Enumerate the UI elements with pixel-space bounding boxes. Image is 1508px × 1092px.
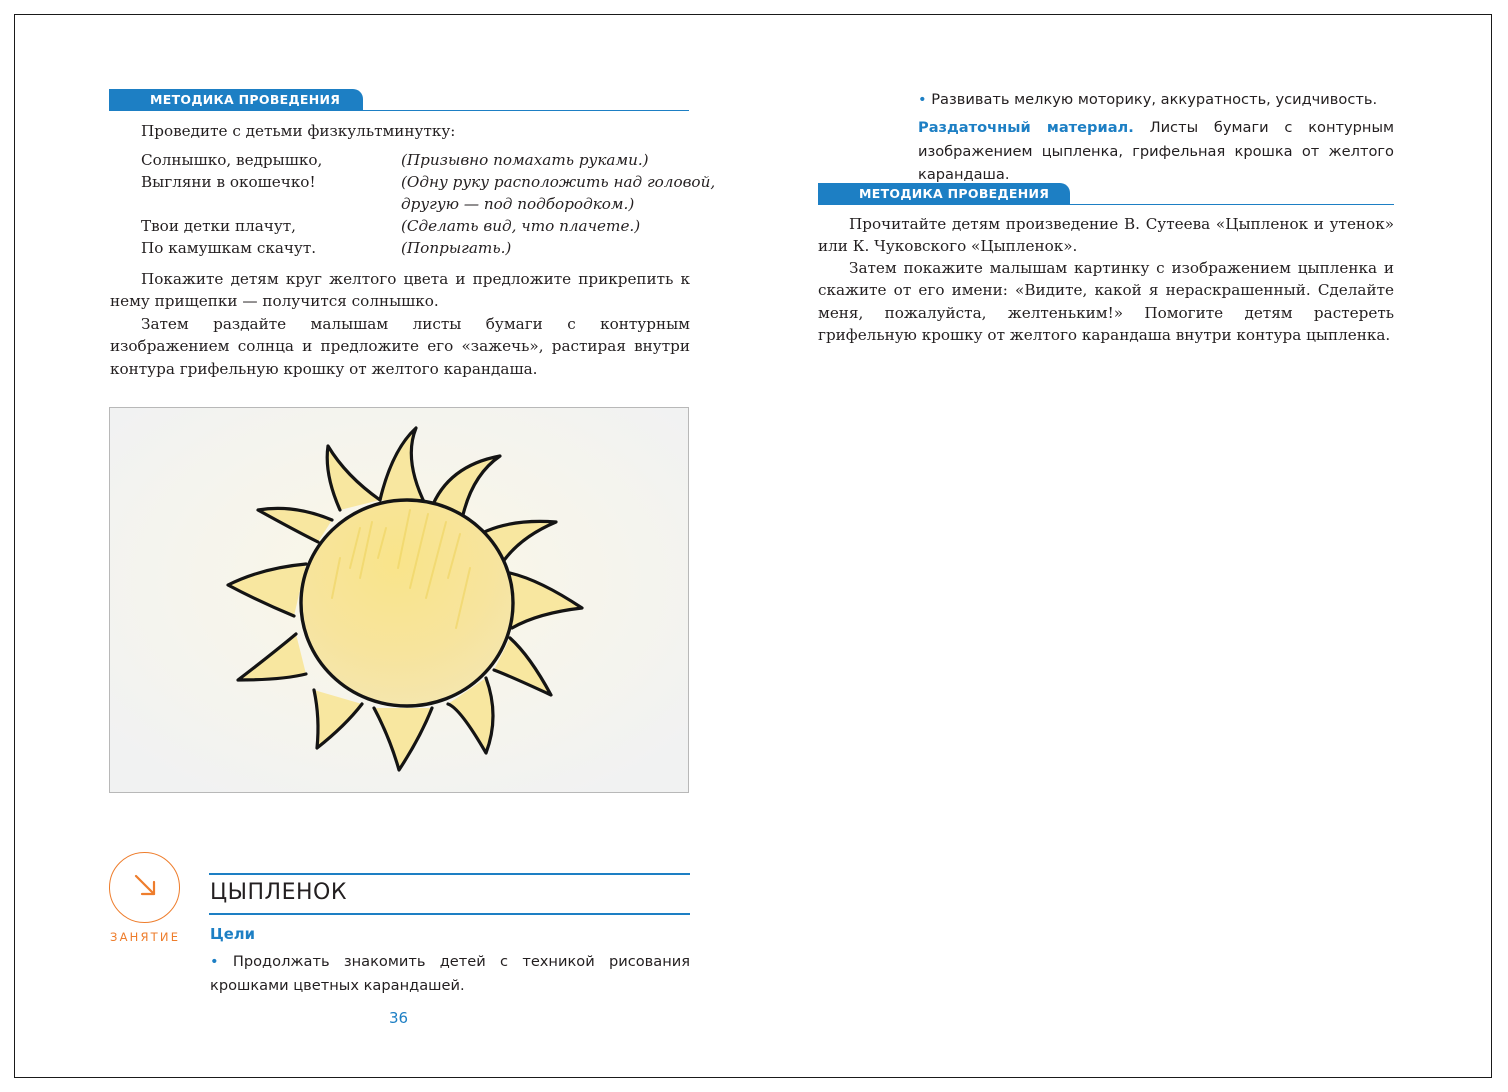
poem-action-1: (Призывно помахать руками.) <box>401 151 649 169</box>
poem-verse-1: Солнышко, ведрышко, <box>141 151 323 169</box>
right-paragraph-1: Прочитайте детям произведение В. Сутеева «Цыпленок и утенок» или К. Чуковского «Цыпленок». <box>818 215 1394 256</box>
poem-verse-2: Выгляни в окошечко! <box>141 173 316 191</box>
sun-drawing-photo <box>109 407 689 793</box>
section-heading-rule <box>109 110 689 112</box>
bullet-dot-icon: • <box>918 91 932 108</box>
poem-action-2: (Одну руку расположить над головой, <box>401 173 716 191</box>
poem-action-3: (Сделать вид, что плачете.) <box>401 217 641 235</box>
poem-verse-4: По камушкам скачут. <box>141 239 317 257</box>
lesson-label: ЗАНЯТИЕ <box>110 930 181 944</box>
lesson-title-bottom-rule <box>209 913 690 915</box>
goals-heading: Цели <box>210 926 255 943</box>
bullet-dot-icon: • <box>210 953 233 970</box>
poem-action-2b: другую — под подбородком.) <box>401 195 635 213</box>
arrow-down-right-icon <box>110 853 178 921</box>
lesson-title: ЦЫПЛЕНОК <box>210 880 347 905</box>
intro-text: Проведите с детьми физкультминутку: <box>141 122 456 140</box>
goal-item-2 <box>918 88 1394 112</box>
poem-action-4: (Попрыгать.) <box>401 239 512 257</box>
lesson-badge <box>109 852 180 923</box>
handout-text: Листы бумаги с контурным изображением цыпленка, грифельная крошка от желтого карандаша. <box>918 119 1394 183</box>
right-paragraph-2: Затем покажите малышам картинку с изображением цыпленка и скажите от его имени: «Видите, какой я нераскрашенный. Сделайте меня, пожалуйста, желтеньким!» Помогите детям растереть грифельную крошку от желтого карандаша внутри контура цыпленка. <box>818 259 1394 344</box>
section-heading-rule <box>818 204 1394 206</box>
goal-text-2: Развивать мелкую моторику, аккуратность, усидчивость. <box>931 91 1378 108</box>
left-paragraph-2: Затем раздайте малышам листы бумаги с контурным изображением солнца и предложите его «зажечь», растирая внутри контура грифельную крошку от желтого карандаша. <box>110 315 690 378</box>
lesson-title-top-rule <box>209 873 690 875</box>
goal-item-1 <box>210 950 690 997</box>
poem-verse-3: Твои детки плачут, <box>141 217 296 235</box>
handout-material <box>918 116 1394 187</box>
handout-label: Раздаточный материал. <box>918 119 1134 136</box>
goal-text-1: Продолжать знакомить детей с техникой рисования крошками цветных карандашей. <box>210 953 691 994</box>
left-paragraph-1: Покажите детям круг желтого цвета и предложите прикрепить к нему прищепки — получится солнышко. <box>110 270 690 311</box>
section-heading-label: МЕТОДИКА ПРОВЕДЕНИЯ <box>109 89 363 110</box>
left-section-heading <box>109 89 689 111</box>
right-section-heading <box>818 183 1394 205</box>
sun-drawing <box>110 408 688 792</box>
section-heading-label: МЕТОДИКА ПРОВЕДЕНИЯ <box>818 183 1070 204</box>
page-number: 36 <box>389 1009 409 1027</box>
